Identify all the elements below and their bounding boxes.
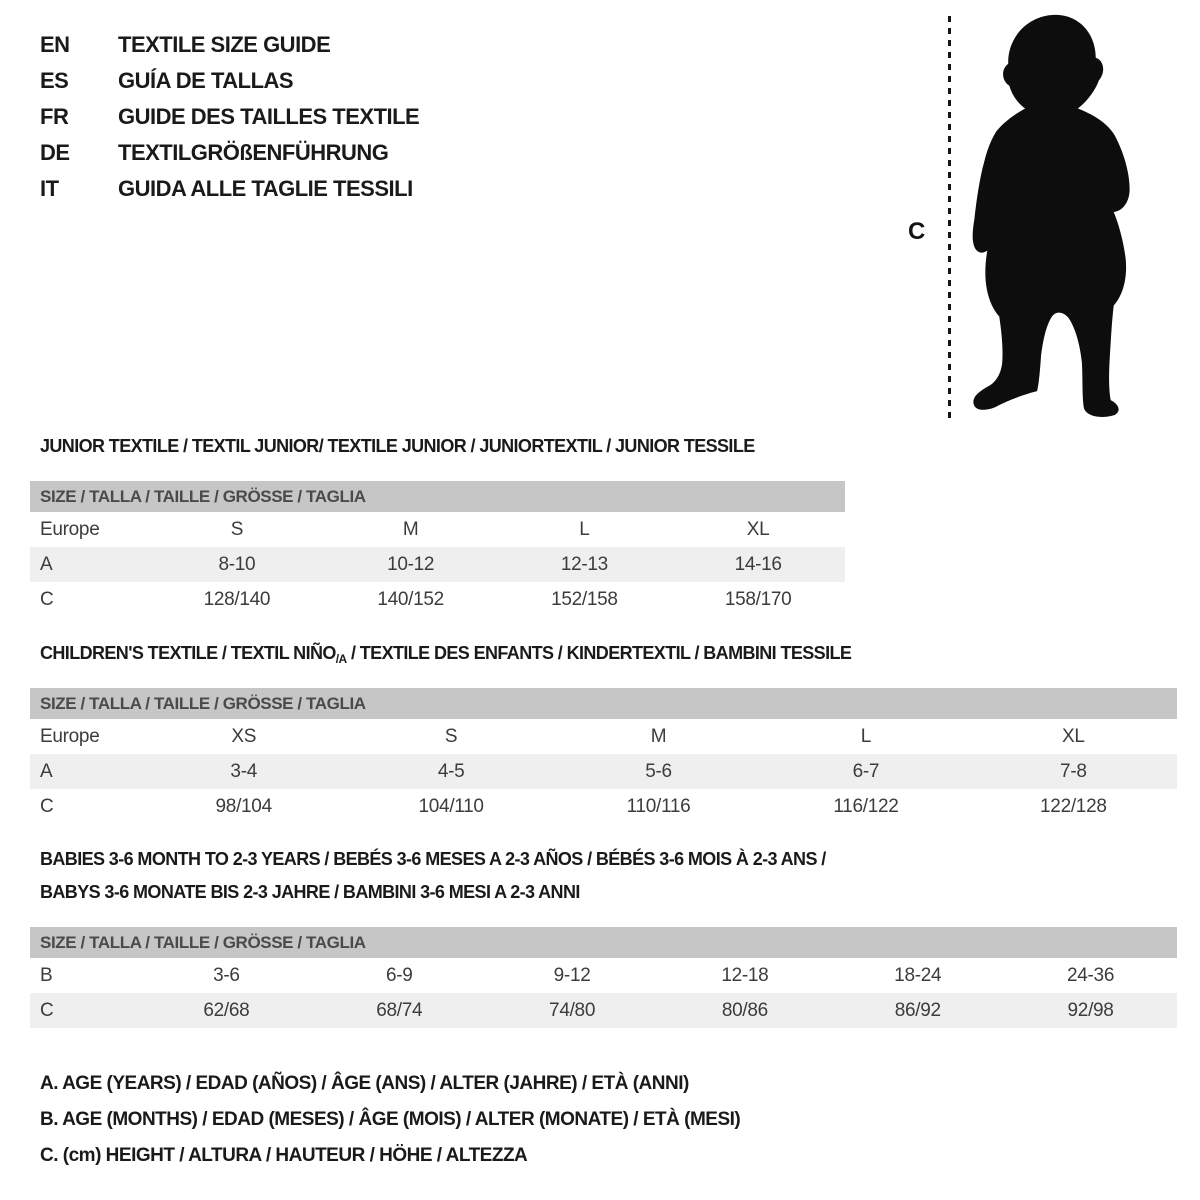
babies-size-table xyxy=(30,927,1177,1028)
row-label: C xyxy=(40,999,54,1021)
size-cell: S xyxy=(230,518,244,540)
height-cell: 92/98 xyxy=(1067,999,1114,1021)
table-row-europe xyxy=(30,512,845,547)
language-row-en xyxy=(40,27,419,63)
age-cell: 12-18 xyxy=(721,964,769,986)
age-cell: 3-4 xyxy=(230,760,257,782)
children-section-title xyxy=(40,643,851,666)
size-cell: XL xyxy=(1062,725,1085,747)
size-cell: M xyxy=(650,725,667,747)
age-cell: 14-16 xyxy=(734,553,782,575)
babies-title-line2: BABYS 3-6 MONATE BIS 2-3 JAHRE / BAMBINI 3-6 MESI A 2-3 ANNI xyxy=(40,882,580,902)
height-cell: 116/122 xyxy=(833,795,899,817)
height-cell: 158/170 xyxy=(724,588,792,610)
children-title-text: / TEXTILE DES ENFANTS / KINDERTEXTIL / BAMBINI TESSILE xyxy=(346,643,852,663)
guide-title-en: TEXTILE SIZE GUIDE xyxy=(118,32,331,57)
row-label: A xyxy=(40,760,53,782)
height-cell: 140/152 xyxy=(377,588,444,610)
language-code: FR xyxy=(40,104,69,129)
height-cell: 62/68 xyxy=(203,999,250,1021)
language-row-it xyxy=(40,171,419,207)
language-code: ES xyxy=(40,68,69,93)
size-cell: L xyxy=(860,725,872,747)
table-row-height-cm xyxy=(30,993,1177,1028)
children-size-table xyxy=(30,688,1177,824)
language-row-es xyxy=(40,63,419,99)
size-cell: XS xyxy=(231,725,257,747)
height-cell: 122/128 xyxy=(1040,795,1107,817)
language-title-list xyxy=(40,27,419,207)
height-measure-label: C xyxy=(908,218,926,245)
table-row-age-years xyxy=(30,754,1177,789)
age-cell: 3-6 xyxy=(213,964,240,986)
height-measure-dashed-line xyxy=(948,16,951,418)
size-cell: S xyxy=(444,725,458,747)
height-cell: 110/116 xyxy=(626,795,691,817)
height-cell: 80/86 xyxy=(721,999,768,1021)
legend-age-months: B. AGE (MONTHS) / EDAD (MESES) / ÂGE (MOIS) / ALTER (MONATE) / ETÀ (MESI) xyxy=(40,1109,741,1130)
age-cell: 24-36 xyxy=(1067,964,1115,986)
guide-title-fr: GUIDE DES TAILLES TEXTILE xyxy=(118,104,420,129)
size-header-bar: SIZE / TALLA / TAILLE / GRÖSSE / TAGLIA xyxy=(30,481,845,512)
language-code: EN xyxy=(40,32,70,57)
height-cell: 128/140 xyxy=(203,588,271,610)
height-cell: 104/110 xyxy=(418,795,484,817)
language-code: IT xyxy=(40,176,59,201)
age-cell: 10-12 xyxy=(387,553,435,575)
table-row-height-cm xyxy=(30,789,1177,824)
size-header-bar: SIZE / TALLA / TAILLE / GRÖSSE / TAGLIA xyxy=(30,927,1177,958)
junior-section-title: JUNIOR TEXTILE / TEXTIL JUNIOR/ TEXTILE JUNIOR / JUNIORTEXTIL / JUNIOR TESSILE xyxy=(40,436,755,456)
height-cell: 152/158 xyxy=(551,588,618,610)
row-label: Europe xyxy=(40,518,100,540)
age-cell: 18-24 xyxy=(894,964,942,986)
guide-title-es: GUÍA DE TALLAS xyxy=(118,68,294,93)
age-cell: 6-9 xyxy=(385,964,413,986)
age-cell: 8-10 xyxy=(218,553,256,575)
size-cell: M xyxy=(402,518,419,540)
legend-height-cm: C. (cm) HEIGHT / ALTURA / HAUTEUR / HÖHE / ALTEZZA xyxy=(40,1145,528,1166)
height-cell: 86/92 xyxy=(894,999,941,1021)
junior-size-table xyxy=(30,481,845,617)
age-cell: 5-6 xyxy=(645,760,672,782)
babies-title-line1: BABIES 3-6 MONTH TO 2-3 YEARS / BEBÉS 3-6 MESES A 2-3 AÑOS / BÉBÉS 3-6 MOIS À 2-3 ANS / xyxy=(40,849,826,869)
toddler-silhouette-icon xyxy=(966,12,1144,420)
table-row-age-months xyxy=(30,958,1177,993)
age-cell: 7-8 xyxy=(1060,760,1087,782)
table-row-europe xyxy=(30,719,1177,754)
language-row-fr xyxy=(40,99,419,135)
height-cell: 74/80 xyxy=(549,999,596,1021)
legend-age-years: A. AGE (YEARS) / EDAD (AÑOS) / ÂGE (ANS) / ALTER (JAHRE) / ETÀ (ANNI) xyxy=(40,1073,689,1094)
language-code: DE xyxy=(40,140,70,165)
children-title-subscript: /A xyxy=(335,652,347,666)
size-cell: XL xyxy=(746,518,770,540)
row-label: A xyxy=(40,553,53,575)
age-cell: 12-13 xyxy=(560,553,608,575)
age-cell: 6-7 xyxy=(852,760,880,782)
age-cell: 9-12 xyxy=(553,964,591,986)
row-label: Europe xyxy=(40,725,100,747)
children-title-text: CHILDREN'S TEXTILE / TEXTIL NIÑO xyxy=(40,643,336,663)
table-row-height-cm xyxy=(30,582,845,617)
size-header-bar: SIZE / TALLA / TAILLE / GRÖSSE / TAGLIA xyxy=(30,688,1177,719)
language-row-de xyxy=(40,135,419,171)
height-cell: 68/74 xyxy=(376,999,423,1021)
row-label: C xyxy=(40,795,54,817)
guide-title-de: TEXTILGRÖßENFÜHRUNG xyxy=(118,140,389,165)
size-cell: L xyxy=(579,518,590,540)
height-cell: 98/104 xyxy=(215,795,272,817)
table-row-age-years xyxy=(30,547,845,582)
row-label: B xyxy=(40,964,53,986)
babies-section-title xyxy=(40,843,826,909)
measure-legend xyxy=(40,1066,740,1174)
guide-title-it: GUIDA ALLE TAGLIE TESSILI xyxy=(118,176,413,201)
age-cell: 4-5 xyxy=(437,760,465,782)
row-label: C xyxy=(40,588,54,610)
